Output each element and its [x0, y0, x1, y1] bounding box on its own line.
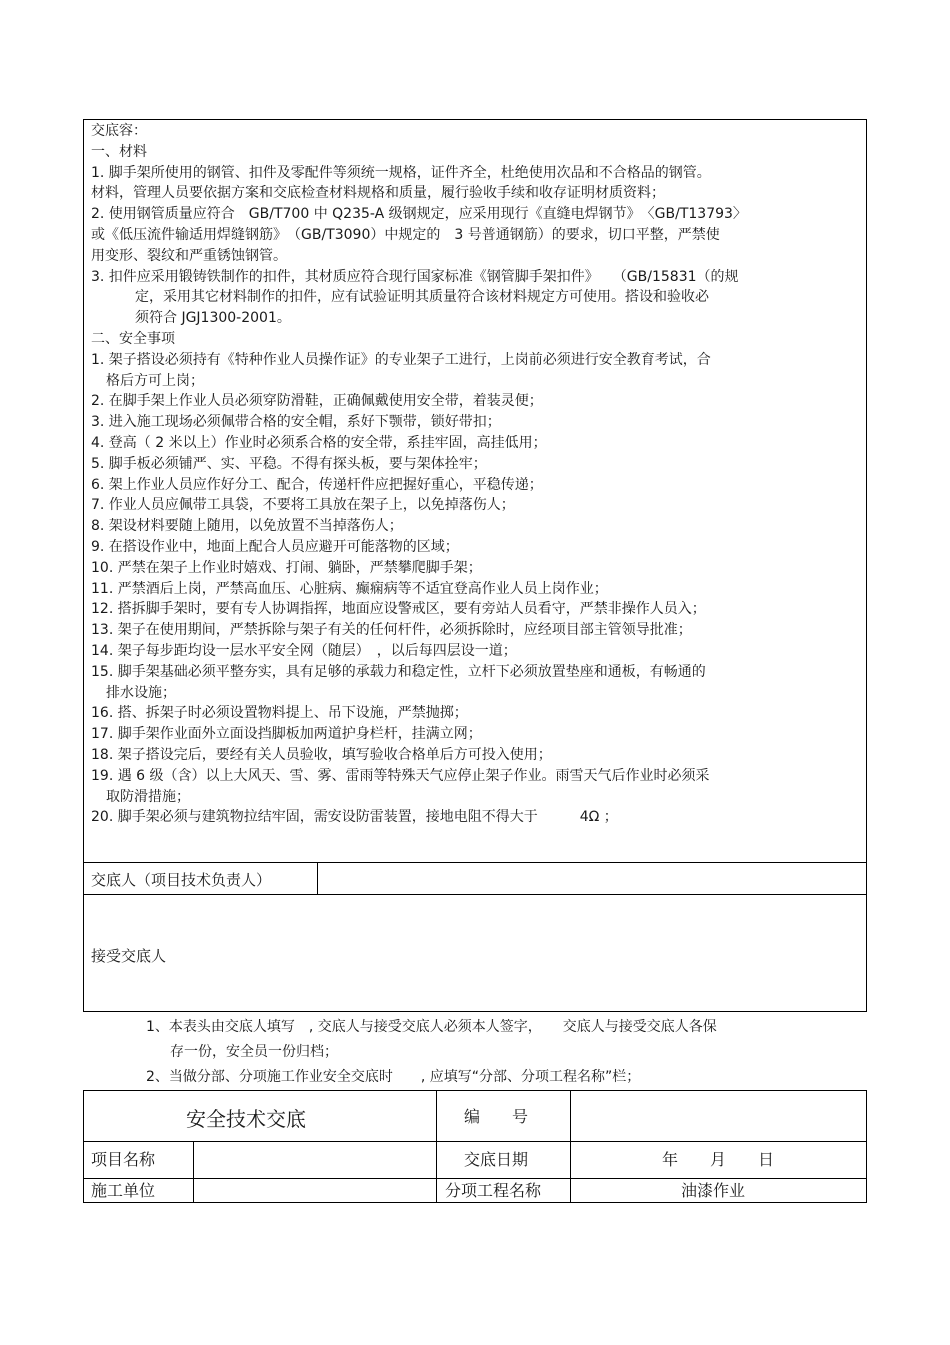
list-item-continuation: 排水设施；: [106, 684, 176, 701]
list-item: 7. 作业人员应佩带工具袋，不要将工具放在架子上，以免掉落伤人；: [91, 497, 515, 514]
list-item: 5. 脚手板必须铺严、实、平稳。不得有探头板，要与架体拴牢；: [91, 455, 487, 472]
disclosure-date-label: 交底日期: [464, 1150, 529, 1169]
list-item-continuation: 用变形、裂纹和严重锈蚀钢管。: [91, 247, 287, 264]
section-title: 一、材料: [91, 143, 147, 160]
list-item: 1. 脚手架所使用的钢管、扣件及零配件等须统一规格，证件齐全，杜绝使用次品和不合格品的钢管。: [91, 164, 711, 181]
disclosure-date-field[interactable]: 年 月 日: [662, 1150, 775, 1169]
list-item: 6. 架上作业人员应作好分工、配合，传递杆件应把握好重心，平稳传递；: [91, 476, 543, 493]
list-item-continuation: 取防滑措施；: [106, 788, 190, 805]
list-item: 12. 搭拆脚手架时，要有专人协调指挥，地面应设警戒区，要有旁站人员看守，严禁非操作人员入；: [91, 601, 706, 618]
subitem-name-label: 分项工程名称: [445, 1181, 542, 1200]
list-item: 8. 架设材料要随上随用，以免放置不当掉落伤人；: [91, 518, 403, 535]
form-col-divider-1: [193, 1141, 194, 1203]
form-row-divider-1: [83, 1141, 867, 1142]
list-item: 11. 严禁酒后上岗，严禁高血压、心脏病、癫痫病等不适宜登高作业人员上岗作业；: [91, 580, 608, 597]
list-item: 3. 扣件应采用锻铸铁制作的扣件，其材质应符合现行国家标准《钢管脚手架扣件》 （GB/15831（的规: [91, 268, 739, 285]
list-item: 15. 脚手架基础必须平整夯实，具有足够的承载力和稳定性，立杆下必须放置垫座和通板，有畅通的: [91, 663, 706, 680]
list-item-continuation: 须符合 JGJ1300-2001。: [135, 310, 291, 327]
discloser-row-divider: [83, 862, 867, 863]
form-title: 安全技术交底: [186, 1107, 306, 1131]
list-item: 2. 在脚手架上作业人员必须穿防滑鞋，正确佩戴使用安全带，着装灵便；: [91, 393, 543, 410]
list-item-continuation: 定，采用其它材料制作的扣件，应有试验证明其质量符合该材料规定方可使用。搭设和验收必: [135, 289, 709, 306]
list-item: 17. 脚手架作业面外立面设挡脚板加两道护身栏杆，挂满立网；: [91, 726, 482, 743]
list-item-continuation: 格后方可上岗；: [106, 372, 204, 389]
list-item: 14. 架子每步距均设一层水平安全网（随层） ，以后每四层设一道；: [91, 643, 517, 659]
list-item: 19. 遇 6 级（含）以上大风天、雪、雾、雷雨等特殊天气应停止架子作业。雨雪天气后作业时必须采: [91, 767, 710, 784]
project-name-field[interactable]: [200, 1149, 430, 1171]
section-title: 二、安全事项: [91, 331, 175, 347]
number-label: 编 号: [464, 1107, 529, 1126]
list-item: 3. 进入施工现场必须佩带合格的安全帽，系好下颚带，锁好带扣；: [91, 414, 501, 431]
receiver-signature-field[interactable]: [300, 945, 850, 967]
receiver-label: 接受交底人: [91, 947, 167, 965]
number-field[interactable]: [578, 1106, 858, 1128]
list-item: 18. 架子搭设完后，要经有关人员验收，填写验收合格单后方可投入使用；: [91, 747, 552, 763]
note-line-3: 2、当做分部、分项施工作业安全交底时 , 应填写“分部、分项工程名称”栏；: [146, 1069, 641, 1085]
subitem-name-value: 油漆作业: [681, 1181, 746, 1200]
list-item: 20. 脚手架必须与建筑物拉结牢固，需安设防雷装置，接地电阻不得大于 4Ω ；: [91, 809, 618, 826]
form-row-divider-2: [83, 1178, 867, 1179]
discloser-signature-field[interactable]: [325, 869, 855, 891]
disclosure-header: 交底容：: [91, 123, 147, 139]
list-item-continuation: 或《低压流件输适用焊缝钢筋》 （GB/T3090）中规定的 3 号普通钢筋）的要求，切口平整，严禁使: [91, 227, 720, 243]
form-col-divider-2: [436, 1090, 437, 1203]
list-item: 9. 在搭设作业中，地面上配合人员应避开可能落物的区域；: [91, 539, 459, 555]
list-item: 10. 严禁在架子上作业时嬉戏、打闹、躺卧，严禁攀爬脚手架；: [91, 559, 482, 576]
note-line-1: 1、本表头由交底人填写 , 交底人与接受交底人必须本人签字， 交底人与接受交底人各保: [146, 1019, 717, 1035]
list-item: 16. 搭、拆架子时必须设置物料提上、吊下设施，严禁抛掷；: [91, 705, 468, 722]
discloser-cell-divider: [317, 862, 318, 894]
list-item: 4. 登高（ 2 米以上）作业时必须系合格的安全带，系挂牢固，高挂低用；: [91, 435, 547, 451]
list-item-continuation: 材料，管理人员要依据方案和交底检查材料规格和质量，履行验收手续和收存证明材质资料；: [91, 185, 665, 202]
note-line-2: 存一份，安全员一份归档；: [170, 1044, 338, 1060]
list-item: 1. 架子搭设必须持有《特种作业人员操作证》的专业架子工进行，上岗前必须进行安全教育考试，合: [91, 351, 711, 368]
receiver-row-divider: [83, 894, 867, 895]
project-name-label: 项目名称: [91, 1150, 156, 1169]
construction-unit-label: 施工单位: [91, 1181, 156, 1200]
list-item: 2. 使用钢管质量应符合 GB/T700 中 Q235-A 级钢规定，应采用现行《直缝电焊钢节》 〈GB/T13793〉: [91, 206, 747, 223]
discloser-label: 交底人（项目技术负责人）: [91, 871, 272, 889]
list-item: 13. 架子在使用期间，严禁拆除与架子有关的任何杆件，必须拆除时，应经项目部主管领导批准；: [91, 622, 692, 639]
construction-unit-field[interactable]: [200, 1180, 430, 1202]
form-col-divider-3: [570, 1090, 571, 1203]
